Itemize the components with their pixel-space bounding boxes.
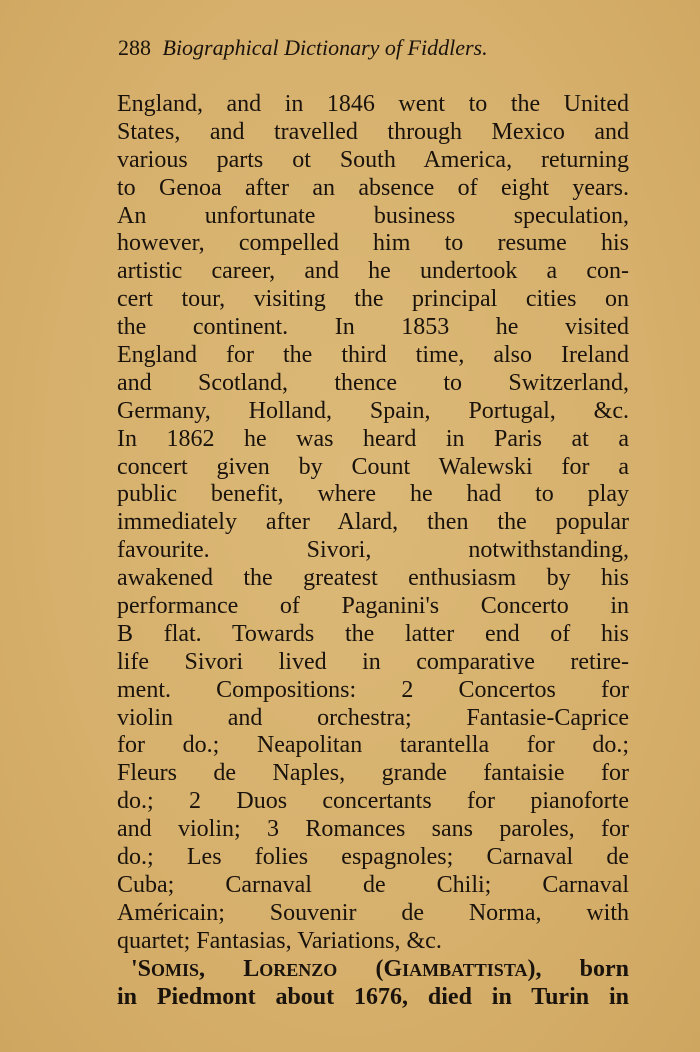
text-line: An unfortunate business speculation, bbox=[117, 202, 629, 229]
entry-paren-close: ), born bbox=[527, 955, 629, 982]
text-line: England for the third time, also Ireland bbox=[117, 342, 629, 369]
text-line: ment. Compositions: 2 Concertos for bbox=[117, 676, 629, 703]
text-line: awakened the greatest enthusiasm by his bbox=[117, 565, 629, 592]
text-line: however, compelled him to resume his bbox=[117, 230, 629, 257]
entry-given-initial: L bbox=[243, 955, 260, 982]
text-line: and violin; 3 Romances sans paroles, for bbox=[117, 816, 629, 843]
text-line: Américain; Souvenir de Norma, with bbox=[117, 899, 629, 926]
text-line: the continent. In 1853 he visited bbox=[117, 314, 629, 341]
text-line: life Sivori lived in comparative retire- bbox=[117, 648, 629, 675]
text-line: public benefit, where he had to play bbox=[117, 481, 629, 508]
text-line: Cuba; Carnaval de Chili; Carnaval bbox=[117, 871, 629, 898]
entry-alt-initial: G bbox=[383, 955, 403, 982]
text-line: favourite. Sivori, notwithstanding, bbox=[117, 537, 629, 564]
text-line: violin and orchestra; Fantasie-Caprice bbox=[117, 704, 629, 731]
text-line: Fleurs de Naples, grande fantaisie for bbox=[117, 760, 629, 787]
entry-mark: ' bbox=[131, 955, 138, 982]
entry-separator: , bbox=[199, 955, 244, 982]
text-line: for do.; Neapolitan tarantella for do.; bbox=[117, 732, 629, 759]
running-title: Biographical Dictionary of Fiddlers. bbox=[162, 35, 488, 60]
entry-paren-open: ( bbox=[337, 955, 384, 982]
entry-surname-rest: OMIS bbox=[151, 959, 200, 980]
body-text bbox=[117, 91, 629, 1011]
text-line: artistic career, and he undertook a con- bbox=[117, 258, 629, 285]
text-line: to Genoa after an absence of eight years. bbox=[117, 174, 629, 201]
text-line: immediately after Alard, then the popular bbox=[117, 509, 629, 536]
text-line: performance of Paganini's Concerto in bbox=[117, 593, 629, 620]
entry-given-rest: ORENZO bbox=[259, 959, 338, 980]
text-line: cert tour, visiting the principal cities on bbox=[117, 286, 629, 313]
text-line: concert given by Count Walewski for a bbox=[117, 453, 629, 480]
text-line: do.; 2 Duos concertants for pianoforte bbox=[117, 788, 629, 815]
entry-heading-line bbox=[117, 956, 629, 984]
text-line: quartet; Fantasias, Variations, &c. bbox=[117, 927, 442, 954]
text-line: Germany, Holland, Spain, Portugal, &c. bbox=[117, 397, 629, 424]
text-line: In 1862 he was heard in Paris at a bbox=[117, 425, 629, 452]
text-line: England, and in 1846 went to the United bbox=[117, 91, 629, 117]
entry-surname-initial: S bbox=[137, 955, 152, 982]
text-line: B flat. Towards the latter end of his bbox=[117, 620, 629, 647]
running-head bbox=[118, 34, 638, 62]
page-number: 288 bbox=[118, 35, 151, 60]
text-line: and Scotland, thence to Switzerland, bbox=[117, 369, 629, 396]
text-line: States, and travelled through Mexico and bbox=[117, 118, 629, 145]
entry-alt-rest: IAMBATTISTA bbox=[402, 959, 528, 980]
text-line: various parts ot South America, returning bbox=[117, 146, 629, 173]
text-line: do.; Les folies espagnoles; Carnaval de bbox=[117, 844, 629, 871]
entry-text-line: in Piedmont about 1676, died in Turin in bbox=[117, 983, 629, 1010]
